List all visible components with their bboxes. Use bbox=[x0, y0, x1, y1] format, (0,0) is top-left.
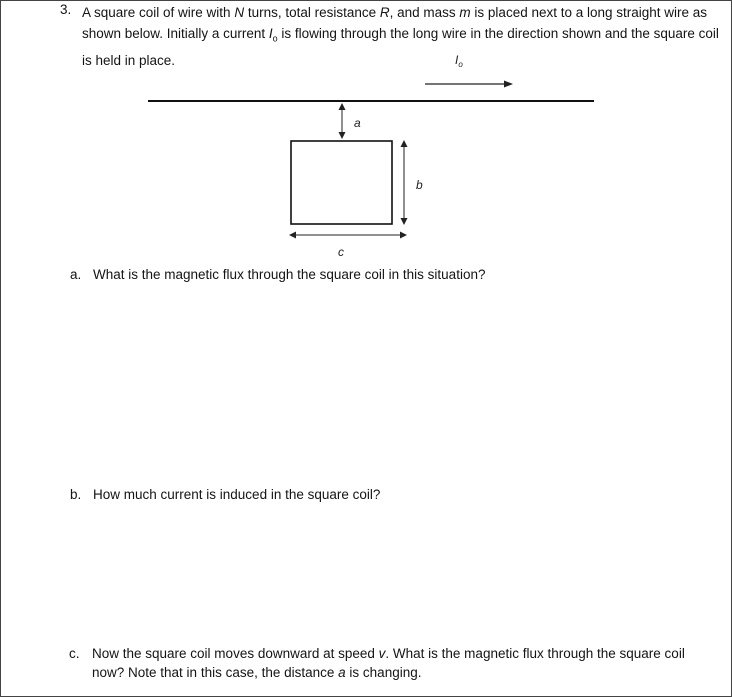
part-a-letter: a. bbox=[70, 267, 82, 282]
height-b-label: b bbox=[416, 178, 423, 192]
gap-a-dimension bbox=[339, 103, 346, 139]
part-c-letter: c. bbox=[69, 646, 80, 661]
part-a-text: What is the magnetic flux through the square coil in this situation? bbox=[93, 267, 486, 282]
current-label: $I_o$ bbox=[455, 53, 463, 69]
square-coil bbox=[291, 141, 392, 224]
question-text: A square coil of wire with N turns, total resistance R, and mass m is placed next to a long straight wire as shown below. Initially a current $I_o$ is flowing through the long wire in the direction shown and the square coil is held in place. bbox=[82, 5, 719, 68]
height-b-dimension bbox=[401, 140, 408, 225]
gap-a-label: a bbox=[354, 116, 361, 130]
width-c-dimension bbox=[289, 232, 407, 239]
part-b-text: How much current is induced in the square coil? bbox=[93, 487, 381, 502]
current-direction-arrow bbox=[425, 81, 513, 88]
part-c-text: Now the square coil moves downward at speed v. What is the magnetic flux through the square coil now? Note that in this case, the distance a is changing. bbox=[92, 646, 685, 680]
question-number: 3. bbox=[60, 2, 72, 17]
coil-diagram bbox=[0, 0, 732, 300]
part-b-letter: b. bbox=[70, 487, 82, 502]
width-c-label: c bbox=[338, 245, 344, 259]
